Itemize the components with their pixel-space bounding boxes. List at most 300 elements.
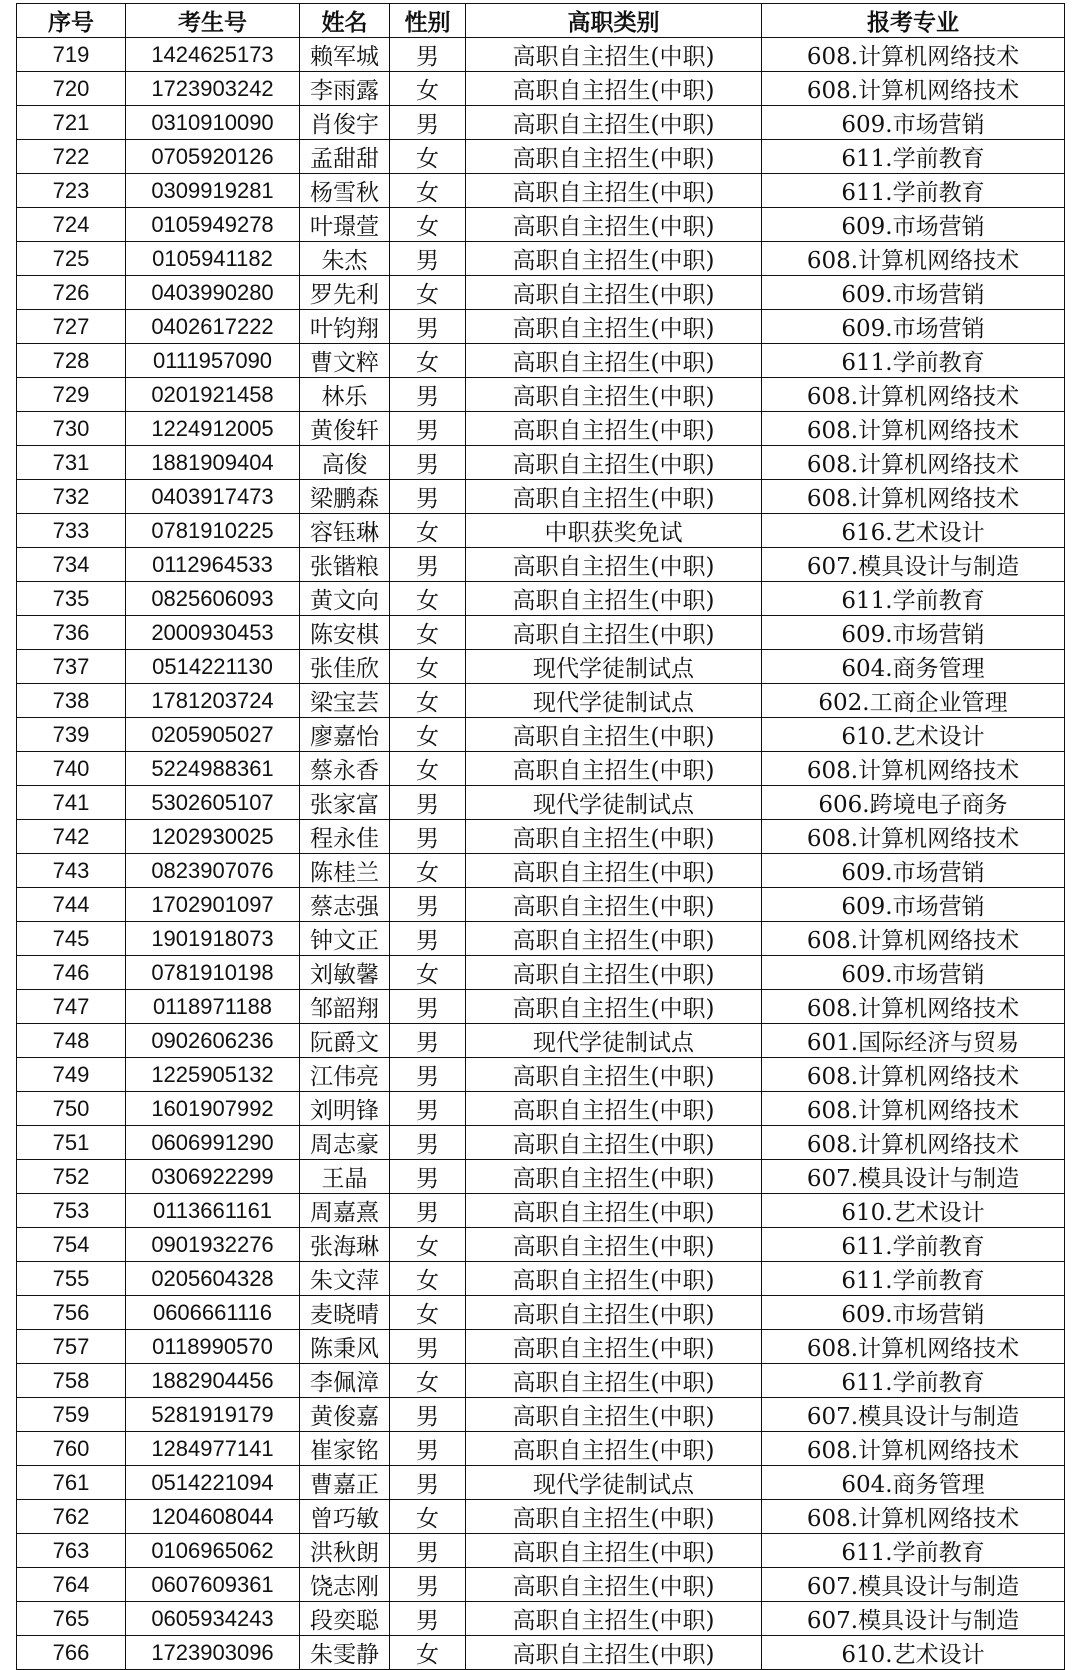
major-cell: 611.学前教育: [762, 1364, 1065, 1398]
table-row: [17, 1568, 1065, 1602]
exam-number-cell: 0118971188: [126, 990, 300, 1024]
gender-cell: 女: [390, 650, 466, 684]
header-name: 姓名: [300, 4, 390, 38]
major-cell: 609.市场营销: [762, 854, 1065, 888]
category-cell: 高职自主招生(中职): [466, 854, 762, 888]
category-cell: 高职自主招生(中职): [466, 922, 762, 956]
gender-cell: 男: [390, 242, 466, 276]
gender-cell: 男: [390, 446, 466, 480]
seq-cell: 751: [17, 1126, 126, 1160]
gender-cell: 男: [390, 310, 466, 344]
name-cell: 蔡永香: [300, 752, 390, 786]
name-cell: 容钰琳: [300, 514, 390, 548]
seq-cell: 744: [17, 888, 126, 922]
seq-cell: 738: [17, 684, 126, 718]
name-cell: 杨雪秋: [300, 174, 390, 208]
table-row: [17, 1432, 1065, 1466]
gender-cell: 男: [390, 1398, 466, 1432]
category-cell: 高职自主招生(中职): [466, 1398, 762, 1432]
gender-cell: 男: [390, 990, 466, 1024]
seq-cell: 763: [17, 1534, 126, 1568]
gender-cell: 女: [390, 1296, 466, 1330]
major-cell: 606.跨境电子商务: [762, 786, 1065, 820]
major-cell: 611.学前教育: [762, 174, 1065, 208]
header-category: 高职类别: [466, 4, 762, 38]
major-cell: 608.计算机网络技术: [762, 1500, 1065, 1534]
major-cell: 610.艺术设计: [762, 1636, 1065, 1670]
major-cell: 607.模具设计与制造: [762, 1568, 1065, 1602]
exam-number-cell: 0781910225: [126, 514, 300, 548]
category-cell: 高职自主招生(中职): [466, 1126, 762, 1160]
exam-number-cell: 0514221130: [126, 650, 300, 684]
major-cell: 608.计算机网络技术: [762, 378, 1065, 412]
category-cell: 中职获奖免试: [466, 514, 762, 548]
major-cell: 609.市场营销: [762, 106, 1065, 140]
name-cell: 张佳欣: [300, 650, 390, 684]
header-exam-number: 考生号: [126, 4, 300, 38]
major-cell: 610.艺术设计: [762, 718, 1065, 752]
name-cell: 陈桂兰: [300, 854, 390, 888]
seq-cell: 757: [17, 1330, 126, 1364]
exam-number-cell: 2000930453: [126, 616, 300, 650]
name-cell: 梁宝芸: [300, 684, 390, 718]
name-cell: 廖嘉怡: [300, 718, 390, 752]
table-row: [17, 208, 1065, 242]
name-cell: 曾巧敏: [300, 1500, 390, 1534]
name-cell: 陈秉风: [300, 1330, 390, 1364]
table-row: [17, 140, 1065, 174]
gender-cell: 男: [390, 1466, 466, 1500]
category-cell: 高职自主招生(中职): [466, 208, 762, 242]
table-row: [17, 1602, 1065, 1636]
table-row: [17, 514, 1065, 548]
seq-cell: 747: [17, 990, 126, 1024]
category-cell: 现代学徒制试点: [466, 786, 762, 820]
name-cell: 曹嘉正: [300, 1466, 390, 1500]
name-cell: 程永佳: [300, 820, 390, 854]
seq-cell: 745: [17, 922, 126, 956]
name-cell: 朱文萍: [300, 1262, 390, 1296]
major-cell: 608.计算机网络技术: [762, 38, 1065, 72]
exam-number-cell: 1901918073: [126, 922, 300, 956]
name-cell: 叶钧翔: [300, 310, 390, 344]
admission-table: [16, 3, 1065, 1670]
seq-cell: 754: [17, 1228, 126, 1262]
category-cell: 高职自主招生(中职): [466, 174, 762, 208]
exam-number-cell: 1225905132: [126, 1058, 300, 1092]
major-cell: 608.计算机网络技术: [762, 820, 1065, 854]
exam-number-cell: 5281919179: [126, 1398, 300, 1432]
category-cell: 高职自主招生(中职): [466, 276, 762, 310]
table-row: [17, 446, 1065, 480]
gender-cell: 女: [390, 684, 466, 718]
exam-number-cell: 0113661161: [126, 1194, 300, 1228]
category-cell: 高职自主招生(中职): [466, 106, 762, 140]
seq-cell: 766: [17, 1636, 126, 1670]
seq-cell: 732: [17, 480, 126, 514]
gender-cell: 男: [390, 1432, 466, 1466]
exam-number-cell: 0705920126: [126, 140, 300, 174]
table-row: [17, 242, 1065, 276]
exam-number-cell: 0118990570: [126, 1330, 300, 1364]
table-row: [17, 786, 1065, 820]
exam-number-cell: 0825606093: [126, 582, 300, 616]
table-row: [17, 38, 1065, 72]
seq-cell: 735: [17, 582, 126, 616]
category-cell: 高职自主招生(中职): [466, 1568, 762, 1602]
seq-cell: 755: [17, 1262, 126, 1296]
major-cell: 608.计算机网络技术: [762, 922, 1065, 956]
table-row: [17, 548, 1065, 582]
gender-cell: 男: [390, 378, 466, 412]
table-row: [17, 1364, 1065, 1398]
gender-cell: 女: [390, 854, 466, 888]
seq-cell: 749: [17, 1058, 126, 1092]
seq-cell: 762: [17, 1500, 126, 1534]
exam-number-cell: 0105949278: [126, 208, 300, 242]
seq-cell: 750: [17, 1092, 126, 1126]
gender-cell: 女: [390, 276, 466, 310]
major-cell: 609.市场营销: [762, 888, 1065, 922]
exam-number-cell: 1881909404: [126, 446, 300, 480]
table-row: [17, 582, 1065, 616]
table-row: [17, 276, 1065, 310]
major-cell: 608.计算机网络技术: [762, 752, 1065, 786]
major-cell: 609.市场营销: [762, 310, 1065, 344]
seq-cell: 723: [17, 174, 126, 208]
major-cell: 608.计算机网络技术: [762, 412, 1065, 446]
seq-cell: 759: [17, 1398, 126, 1432]
gender-cell: 女: [390, 582, 466, 616]
table-row: [17, 378, 1065, 412]
major-cell: 616.艺术设计: [762, 514, 1065, 548]
gender-cell: 女: [390, 344, 466, 378]
category-cell: 高职自主招生(中职): [466, 1636, 762, 1670]
header-row: [17, 4, 1065, 38]
category-cell: 高职自主招生(中职): [466, 1534, 762, 1568]
category-cell: 高职自主招生(中职): [466, 548, 762, 582]
exam-number-cell: 1723903096: [126, 1636, 300, 1670]
exam-number-cell: 1202930025: [126, 820, 300, 854]
seq-cell: 736: [17, 616, 126, 650]
exam-number-cell: 0309919281: [126, 174, 300, 208]
exam-number-cell: 1601907992: [126, 1092, 300, 1126]
gender-cell: 女: [390, 718, 466, 752]
seq-cell: 758: [17, 1364, 126, 1398]
name-cell: 朱雯静: [300, 1636, 390, 1670]
header-seq: 序号: [17, 4, 126, 38]
gender-cell: 女: [390, 1500, 466, 1534]
seq-cell: 722: [17, 140, 126, 174]
gender-cell: 男: [390, 1160, 466, 1194]
exam-number-cell: 1284977141: [126, 1432, 300, 1466]
category-cell: 高职自主招生(中职): [466, 310, 762, 344]
major-cell: 611.学前教育: [762, 1262, 1065, 1296]
gender-cell: 男: [390, 922, 466, 956]
exam-number-cell: 1702901097: [126, 888, 300, 922]
exam-number-cell: 0106965062: [126, 1534, 300, 1568]
name-cell: 黄俊轩: [300, 412, 390, 446]
name-cell: 张海琳: [300, 1228, 390, 1262]
exam-number-cell: 0306922299: [126, 1160, 300, 1194]
category-cell: 高职自主招生(中职): [466, 582, 762, 616]
exam-number-cell: 0514221094: [126, 1466, 300, 1500]
table-row: [17, 310, 1065, 344]
table-row: [17, 820, 1065, 854]
gender-cell: 男: [390, 1534, 466, 1568]
table-row: [17, 650, 1065, 684]
seq-cell: 748: [17, 1024, 126, 1058]
category-cell: 高职自主招生(中职): [466, 1602, 762, 1636]
major-cell: 610.艺术设计: [762, 1194, 1065, 1228]
seq-cell: 721: [17, 106, 126, 140]
major-cell: 608.计算机网络技术: [762, 1330, 1065, 1364]
name-cell: 麦晓晴: [300, 1296, 390, 1330]
name-cell: 黄文向: [300, 582, 390, 616]
major-cell: 602.工商企业管理: [762, 684, 1065, 718]
seq-cell: 746: [17, 956, 126, 990]
gender-cell: 男: [390, 480, 466, 514]
table-row: [17, 1194, 1065, 1228]
table-row: [17, 990, 1065, 1024]
major-cell: 608.计算机网络技术: [762, 1092, 1065, 1126]
category-cell: 高职自主招生(中职): [466, 820, 762, 854]
major-cell: 607.模具设计与制造: [762, 1602, 1065, 1636]
major-cell: 608.计算机网络技术: [762, 480, 1065, 514]
category-cell: 高职自主招生(中职): [466, 1500, 762, 1534]
category-cell: 高职自主招生(中职): [466, 888, 762, 922]
seq-cell: 728: [17, 344, 126, 378]
seq-cell: 743: [17, 854, 126, 888]
category-cell: 现代学徒制试点: [466, 684, 762, 718]
gender-cell: 男: [390, 786, 466, 820]
exam-number-cell: 0402617222: [126, 310, 300, 344]
name-cell: 高俊: [300, 446, 390, 480]
category-cell: 高职自主招生(中职): [466, 344, 762, 378]
name-cell: 刘敏馨: [300, 956, 390, 990]
category-cell: 高职自主招生(中职): [466, 956, 762, 990]
table-row: [17, 412, 1065, 446]
gender-cell: 男: [390, 106, 466, 140]
seq-cell: 726: [17, 276, 126, 310]
seq-cell: 725: [17, 242, 126, 276]
exam-number-cell: 0607609361: [126, 1568, 300, 1602]
major-cell: 608.计算机网络技术: [762, 1432, 1065, 1466]
major-cell: 611.学前教育: [762, 344, 1065, 378]
table-row: [17, 888, 1065, 922]
seq-cell: 752: [17, 1160, 126, 1194]
table-row: [17, 174, 1065, 208]
name-cell: 洪秋朗: [300, 1534, 390, 1568]
table-row: [17, 1160, 1065, 1194]
seq-cell: 720: [17, 72, 126, 106]
seq-cell: 756: [17, 1296, 126, 1330]
name-cell: 崔家铭: [300, 1432, 390, 1466]
gender-cell: 男: [390, 888, 466, 922]
gender-cell: 男: [390, 1092, 466, 1126]
gender-cell: 男: [390, 1024, 466, 1058]
major-cell: 611.学前教育: [762, 140, 1065, 174]
table-row: [17, 1466, 1065, 1500]
name-cell: 周志豪: [300, 1126, 390, 1160]
seq-cell: 753: [17, 1194, 126, 1228]
category-cell: 高职自主招生(中职): [466, 1228, 762, 1262]
name-cell: 段奕聪: [300, 1602, 390, 1636]
table-row: [17, 1500, 1065, 1534]
name-cell: 邹韶翔: [300, 990, 390, 1024]
seq-cell: 727: [17, 310, 126, 344]
table-row: [17, 106, 1065, 140]
exam-number-cell: 5302605107: [126, 786, 300, 820]
table-row: [17, 72, 1065, 106]
category-cell: 高职自主招生(中职): [466, 752, 762, 786]
table-row: [17, 480, 1065, 514]
gender-cell: 女: [390, 72, 466, 106]
category-cell: 高职自主招生(中职): [466, 1364, 762, 1398]
gender-cell: 女: [390, 616, 466, 650]
seq-cell: 765: [17, 1602, 126, 1636]
exam-number-cell: 0403917473: [126, 480, 300, 514]
name-cell: 张锴粮: [300, 548, 390, 582]
gender-cell: 女: [390, 140, 466, 174]
major-cell: 604.商务管理: [762, 1466, 1065, 1500]
name-cell: 黄俊嘉: [300, 1398, 390, 1432]
table-row: [17, 854, 1065, 888]
category-cell: 高职自主招生(中职): [466, 72, 762, 106]
name-cell: 罗先利: [300, 276, 390, 310]
major-cell: 608.计算机网络技术: [762, 990, 1065, 1024]
gender-cell: 女: [390, 1262, 466, 1296]
major-cell: 609.市场营销: [762, 1296, 1065, 1330]
gender-cell: 男: [390, 1194, 466, 1228]
exam-number-cell: 0201921458: [126, 378, 300, 412]
table-row: [17, 1024, 1065, 1058]
seq-cell: 729: [17, 378, 126, 412]
seq-cell: 761: [17, 1466, 126, 1500]
seq-cell: 733: [17, 514, 126, 548]
gender-cell: 女: [390, 1636, 466, 1670]
name-cell: 钟文正: [300, 922, 390, 956]
major-cell: 608.计算机网络技术: [762, 1058, 1065, 1092]
major-cell: 611.学前教育: [762, 1534, 1065, 1568]
seq-cell: 760: [17, 1432, 126, 1466]
table-row: [17, 1228, 1065, 1262]
name-cell: 叶璟萱: [300, 208, 390, 242]
name-cell: 周嘉熹: [300, 1194, 390, 1228]
category-cell: 高职自主招生(中职): [466, 1194, 762, 1228]
name-cell: 林乐: [300, 378, 390, 412]
name-cell: 陈安棋: [300, 616, 390, 650]
exam-number-cell: 0111957090: [126, 344, 300, 378]
gender-cell: 女: [390, 956, 466, 990]
gender-cell: 女: [390, 208, 466, 242]
name-cell: 朱杰: [300, 242, 390, 276]
gender-cell: 女: [390, 1364, 466, 1398]
table-row: [17, 1058, 1065, 1092]
category-cell: 高职自主招生(中职): [466, 378, 762, 412]
major-cell: 609.市场营销: [762, 956, 1065, 990]
name-cell: 江伟亮: [300, 1058, 390, 1092]
seq-cell: 734: [17, 548, 126, 582]
name-cell: 王晶: [300, 1160, 390, 1194]
category-cell: 高职自主招生(中职): [466, 140, 762, 174]
table-row: [17, 1262, 1065, 1296]
gender-cell: 女: [390, 1228, 466, 1262]
gender-cell: 男: [390, 1126, 466, 1160]
exam-number-cell: 1723903242: [126, 72, 300, 106]
major-cell: 608.计算机网络技术: [762, 72, 1065, 106]
table-row: [17, 1330, 1065, 1364]
exam-number-cell: 1204608044: [126, 1500, 300, 1534]
category-cell: 高职自主招生(中职): [466, 412, 762, 446]
exam-number-cell: 1424625173: [126, 38, 300, 72]
table-row: [17, 1636, 1065, 1670]
table-row: [17, 1296, 1065, 1330]
admission-list-document: [16, 3, 1064, 1670]
gender-cell: 男: [390, 412, 466, 446]
exam-number-cell: 0205604328: [126, 1262, 300, 1296]
exam-number-cell: 1882904456: [126, 1364, 300, 1398]
gender-cell: 男: [390, 1058, 466, 1092]
table-row: [17, 718, 1065, 752]
table-row: [17, 1092, 1065, 1126]
major-cell: 609.市场营销: [762, 276, 1065, 310]
category-cell: 高职自主招生(中职): [466, 990, 762, 1024]
category-cell: 高职自主招生(中职): [466, 718, 762, 752]
seq-cell: 764: [17, 1568, 126, 1602]
table-row: [17, 1126, 1065, 1160]
major-cell: 609.市场营销: [762, 208, 1065, 242]
category-cell: 高职自主招生(中职): [466, 38, 762, 72]
name-cell: 阮爵文: [300, 1024, 390, 1058]
category-cell: 高职自主招生(中职): [466, 616, 762, 650]
exam-number-cell: 0403990280: [126, 276, 300, 310]
seq-cell: 741: [17, 786, 126, 820]
major-cell: 608.计算机网络技术: [762, 446, 1065, 480]
exam-number-cell: 5224988361: [126, 752, 300, 786]
exam-number-cell: 0901932276: [126, 1228, 300, 1262]
gender-cell: 男: [390, 820, 466, 854]
table-header: [17, 4, 1065, 38]
category-cell: 高职自主招生(中职): [466, 1160, 762, 1194]
major-cell: 604.商务管理: [762, 650, 1065, 684]
category-cell: 高职自主招生(中职): [466, 480, 762, 514]
category-cell: 高职自主招生(中职): [466, 1092, 762, 1126]
header-major: 报考专业: [762, 4, 1065, 38]
major-cell: 608.计算机网络技术: [762, 242, 1065, 276]
seq-cell: 739: [17, 718, 126, 752]
table-row: [17, 344, 1065, 378]
gender-cell: 男: [390, 1568, 466, 1602]
major-cell: 608.计算机网络技术: [762, 1126, 1065, 1160]
exam-number-cell: 0606661116: [126, 1296, 300, 1330]
table-row: [17, 1534, 1065, 1568]
exam-number-cell: 0105941182: [126, 242, 300, 276]
name-cell: 曹文粹: [300, 344, 390, 378]
name-cell: 蔡志强: [300, 888, 390, 922]
name-cell: 孟甜甜: [300, 140, 390, 174]
table-row: [17, 956, 1065, 990]
table-row: [17, 922, 1065, 956]
category-cell: 现代学徒制试点: [466, 1466, 762, 1500]
exam-number-cell: 1781203724: [126, 684, 300, 718]
table-row: [17, 752, 1065, 786]
major-cell: 611.学前教育: [762, 1228, 1065, 1262]
exam-number-cell: 1224912005: [126, 412, 300, 446]
seq-cell: 742: [17, 820, 126, 854]
category-cell: 现代学徒制试点: [466, 1024, 762, 1058]
name-cell: 张家富: [300, 786, 390, 820]
